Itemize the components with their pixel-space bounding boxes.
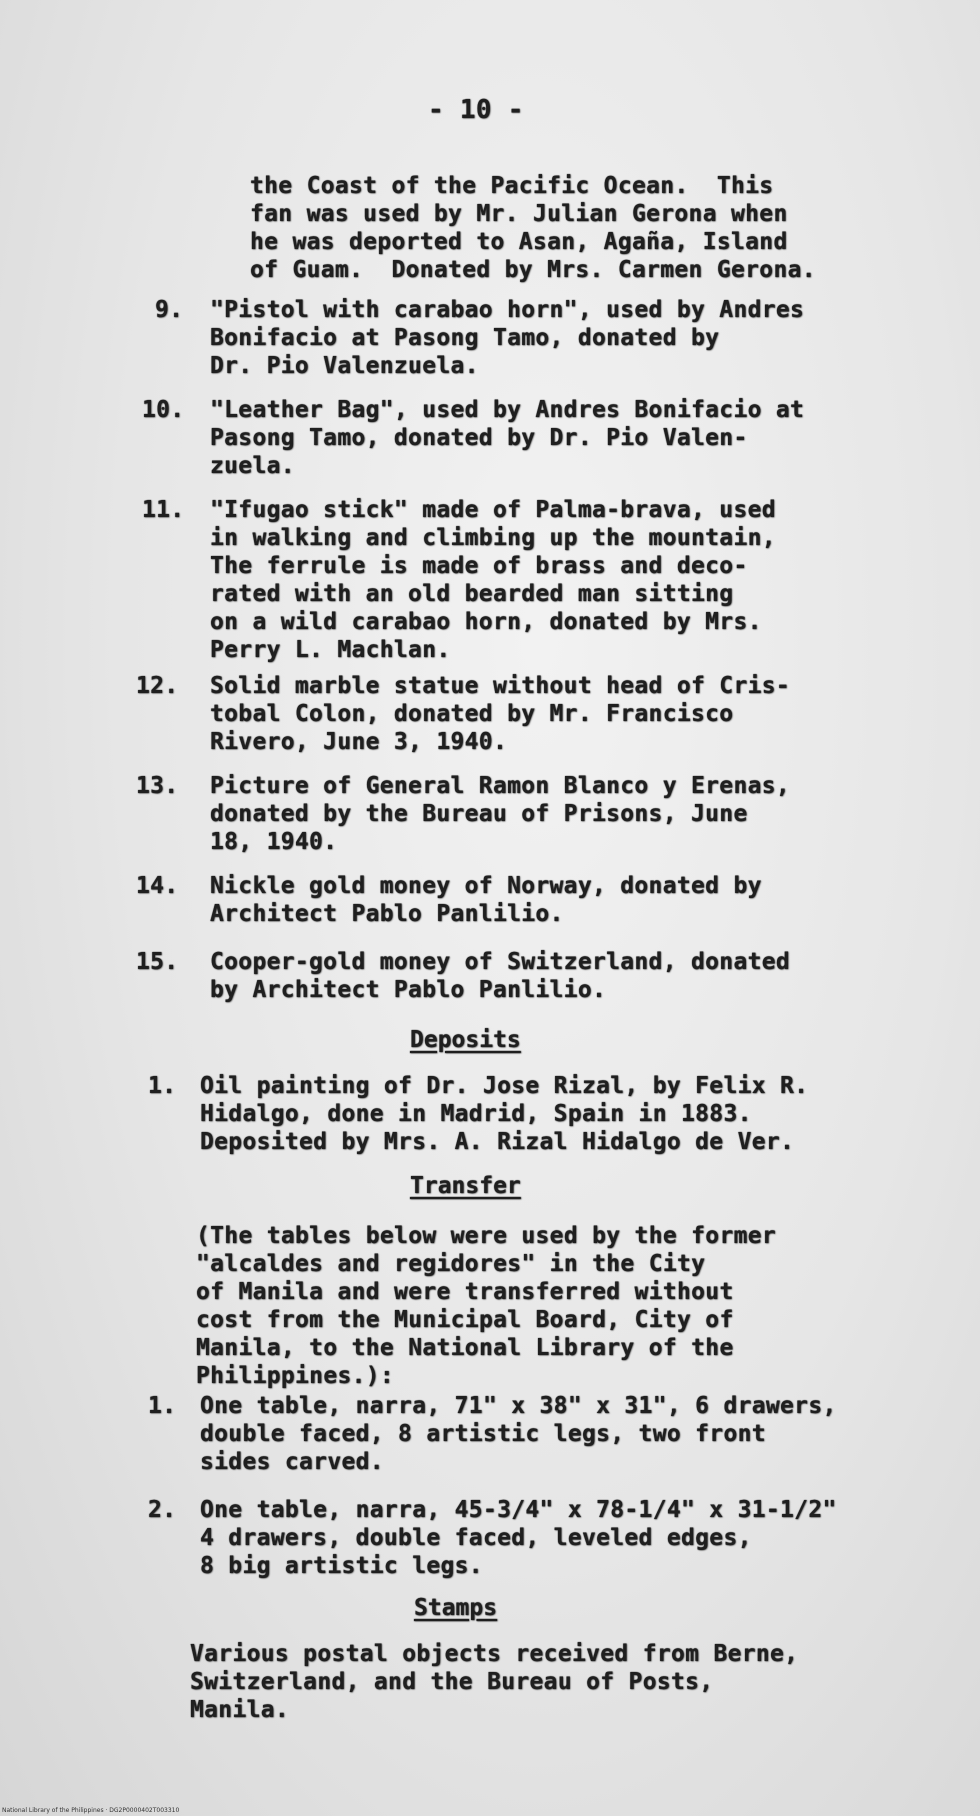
list-item-number: 15.: [136, 949, 179, 975]
deposit-item-number: 1.: [148, 1073, 177, 1099]
list-item: Solid marble statue without head of Cris- tobal Colon, donated by Mr. Francisco Rivero, June 3, 1940.: [210, 673, 791, 755]
transfer-item: One table, narra, 71" x 38" x 31", 6 drawers, double faced, 8 artistic legs, two front sides carved.: [200, 1393, 837, 1475]
stamps-text: Various postal objects received from Berne, Switzerland, and the Bureau of Posts, Manila.: [190, 1641, 799, 1723]
section-heading-deposits: Deposits: [410, 1027, 521, 1053]
intro-paragraph: the Coast of the Pacific Ocean. This fan was used by Mr. Julian Gerona when he was deported to Asan, Agaña, Island of Guam. Donated by Mrs. Carmen Gerona.: [250, 173, 816, 283]
list-item-number: 9.: [155, 297, 184, 323]
list-item: Nickle gold money of Norway, donated by Architect Pablo Panlilio.: [210, 873, 762, 927]
list-item: Cooper-gold money of Switzerland, donated by Architect Pablo Panlilio.: [210, 949, 791, 1003]
transfer-item-number: 2.: [148, 1497, 177, 1523]
transfer-note: (The tables below were used by the former "alcaldes and regidores" in the City of Manila and were transferred without cost from the Municipal Board, City of Manila, to the National Library of the Philippines.):: [196, 1223, 777, 1389]
transfer-item: One table, narra, 45-3/4" x 78-1/4" x 31-1/2" 4 drawers, double faced, leveled edges, 8 big artistic legs.: [200, 1497, 837, 1579]
section-heading-transfer: Transfer: [410, 1173, 521, 1199]
list-item: "Pistol with carabao horn", used by Andres Bonifacio at Pasong Tamo, donated by Dr. Pio Valenzuela.: [210, 297, 805, 379]
list-item: "Leather Bag", used by Andres Bonifacio at Pasong Tamo, donated by Dr. Pio Valen- zuela.: [210, 397, 805, 479]
list-item-number: 13.: [136, 773, 179, 799]
list-item-number: 11.: [142, 497, 185, 523]
page-number: - 10 -: [428, 95, 524, 125]
section-heading-stamps: Stamps: [414, 1595, 498, 1621]
list-item-number: 14.: [136, 873, 179, 899]
transfer-item-number: 1.: [148, 1393, 177, 1419]
list-item-number: 10.: [142, 397, 185, 423]
deposit-item: Oil painting of Dr. Jose Rizal, by Felix R. Hidalgo, done in Madrid, Spain in 1883. Deposited by Mrs. A. Rizal Hidalgo de Ver.: [200, 1073, 809, 1155]
list-item-number: 12.: [136, 673, 179, 699]
footer-source-label: National Library of the Philippines · DG2P0000402T003310: [2, 1807, 180, 1814]
list-item: Picture of General Ramon Blanco y Erenas, donated by the Bureau of Prisons, June 18, 1940.: [210, 773, 791, 855]
list-item: "Ifugao stick" made of Palma-brava, used in walking and climbing up the mountain, The ferrule is made of brass and deco- rated with an old bearded man sitting on a wild carabao horn, donated by Mrs. Perry L. Machlan.: [210, 497, 776, 663]
